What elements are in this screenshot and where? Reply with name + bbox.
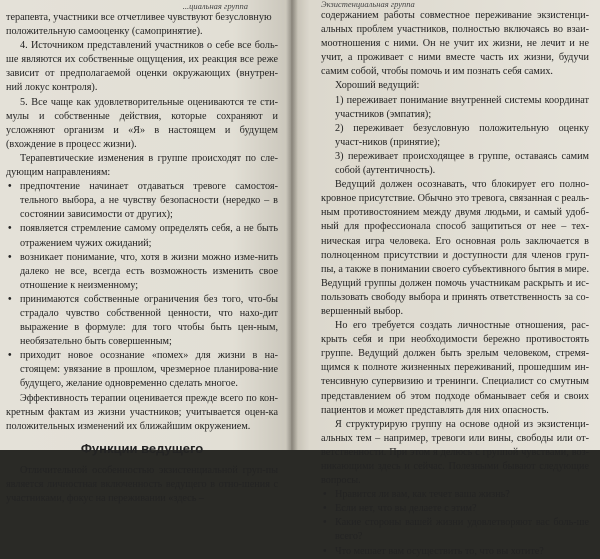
list-item: • Какие стороны вашей жизни удовлетворяют вас боль-ше всего? [321, 516, 589, 544]
running-header-right: Экзистенциальная группа [321, 0, 415, 9]
paragraph: Я структурирую группу на основе одной из экзистенци-альных тем – например, тревоги или вины, свободы или от-ветственности. При этом я делюсь с группой чувствами, воз-никающими здесь и сейчас. Полезными бывают следующие вопросы. [321, 418, 589, 487]
list-item: 1) переживает понимание внутренней системы координат участников (эмпатия); [335, 94, 589, 120]
running-header-left: ...циальная группа [182, 1, 248, 11]
list-item: 2) переживает безусловную положительную оценку участ-ников (принятие); [335, 122, 589, 148]
paragraph: содержанием работы совместное переживание экзистенци-альных проблем участников, полностью включаясь во взаи-моотношения с ними. Он не учит их жизни, не лечит и не учит, а проживает с ними вместе часть их жизни, будучи самим собой, чтобы помочь и им познать себя самих. [321, 10, 589, 78]
list-item: • возникает понимание, что, хотя в жизни можно изме-нить далеко не все, всегда есть возможность изменить свое отношение к неизменному; [6, 251, 278, 293]
item-4: 4. Источником представлений участников о себе все боль-ше являются их собственные ощущения, их реакция все реже зависит от предполагаемой оценки окружающих (внутрен-ний локус контроля). [6, 40, 278, 94]
left-page [0, 0, 291, 505]
list-item: • Нравится ли вам, как течет ваша жизнь? [321, 488, 589, 502]
questions-list [321, 488, 589, 558]
paragraph: Но его требуется создать личностные отношения, рас-крыть себя и при необходимости бережно противостоять группе. Ведущий должен быть зрелым человеком, стремя-щимся к полноте жизненных переживаний, прошедшим ин-тенсивную супервизию и тренинги. Специалист со смутным представлением об этом подходе обманывает себя и своих пациентов и может представлять для них опасность. [321, 320, 589, 416]
text-line: положительную самооценку (самопринятие). [6, 26, 203, 38]
list-item: • приходит новое осознание «помех» для жизни в на-стоящем: увязание в прошлом, чрезмерное планирова-ние будущего, желание одновременно сделать многое. [6, 349, 278, 391]
right-page [291, 0, 600, 557]
list-item: • предпочтение начинает отдаваться тревоге самостоя-тельного выбора, а не чувству безопасности (нередко – в состоянии зависимости от других); [6, 180, 278, 222]
effectiveness-paragraph: Эффективность терапии оценивается прежде всего по кон-кретным фактам из жизни участников; учитывается оцен-ка положительных изменений их ближайшим окружением. [6, 392, 278, 432]
list-item: • Если нет, что вы делаете с этим? [321, 502, 589, 516]
leader-qualities-list [321, 94, 589, 179]
changes-intro: Терапевтические изменения в группе происходят по сле-дующим направлениям: [6, 152, 278, 179]
list-item: 3) переживает происходящее в группе, оставаясь самим собой (аутентичность). [335, 150, 589, 177]
section-paragraph: Отличительной особенностью экзистенциальной груп-пы является личностная включенность ведущего в отно-шения с участниками, фокус на переживании «здесь – [6, 464, 278, 505]
list-item: • Что мешает вам осуществить то, что вы хотите? [321, 545, 589, 559]
paragraph: Ведущий должен осознавать, что блокирует его полно-кровное присутствие. Обычно это тревога, связанная с реаль-ным противостоянием между двумя людьми, и самый удоб-ный для профессионала способ защититься от нее – тех-ническая игра человека. Его основная роль заключается в полноценном присутствии и доступности для членов груп-пы, а также в понимании своего субъективного бытия в мире. Ведущий группы должен помочь участникам раскрыть и ис-пользовать свободу выбора и принять ответственность за со-вершенный выбор. [321, 179, 589, 317]
changes-list [6, 180, 278, 391]
section-title: Функции ведущего [80, 440, 204, 456]
list-item: • появляется стремление самому определять себя, а не быть отражением чужих ожиданий; [6, 222, 278, 250]
item-5: 5. Все чаще как удовлетворительные оцениваются те сти-мулы и собственные действия, которые сохраняют и усложняют организм и «Я» в настоящем и будущем (вхождение в процесс жизни). [6, 96, 278, 150]
list-item: • принимаются собственные ограничения без того, что-бы страдало чувство собственной ценности, что нахо-дит выражение в формуле: для того чтобы быть цен-ным, необязательно быть совершенным; [6, 293, 278, 349]
book-gutter [286, 0, 298, 450]
good-leader-intro: Хороший ведущий: [335, 80, 420, 92]
text-line: терапевта, участники все отчетливее чувствуют безусловную [6, 12, 272, 23]
